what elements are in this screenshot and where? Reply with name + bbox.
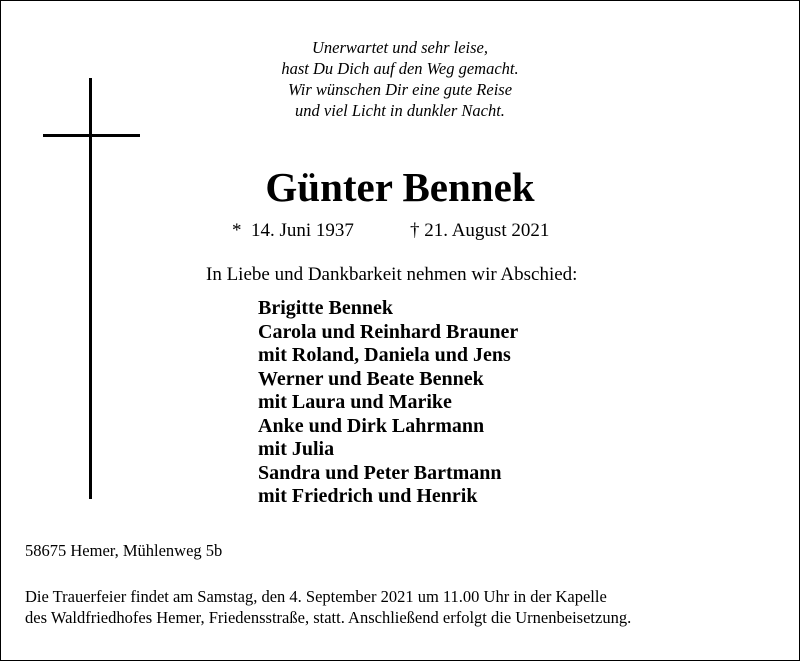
mourner-name: mit Laura und Marike	[258, 391, 452, 413]
mourner-list	[258, 297, 518, 509]
farewell-text: In Liebe und Dankbarkeit nehmen wir Abschied:	[206, 264, 578, 285]
death-date: † 21. August 2021	[410, 220, 550, 241]
poem-line-2: hast Du Dich auf den Weg gemacht.	[281, 59, 519, 78]
mourner-name: Werner und Beate Bennek	[258, 367, 484, 390]
mourner-name: mit Julia	[258, 438, 335, 460]
ceremony-info	[25, 586, 631, 628]
ceremony-line-1: Die Trauerfeier findet am Samstag, den 4. September 2021 um 11.00 Uhr in der Kapelle	[25, 587, 607, 606]
cross-horizontal-bar	[43, 134, 140, 137]
mourner-name: Brigitte Bennek	[258, 297, 393, 319]
poem-line-1: Unerwartet und sehr leise,	[312, 38, 488, 57]
ceremony-line-2: des Waldfriedhofes Hemer, Friedensstraße, statt. Anschließend erfolgt die Urnenbeisetzung.	[25, 608, 632, 627]
mourner-name: mit Roland, Daniela und Jens	[258, 344, 511, 366]
mourner-name: Sandra und Peter Bartmann	[258, 461, 502, 484]
mourner-name: Carola und Reinhard Brauner	[258, 320, 519, 343]
mourner-name: Anke und Dirk Lahrmann	[258, 414, 485, 437]
poem	[1, 37, 799, 121]
poem-line-3: Wir wünschen Dir eine gute Reise	[287, 80, 513, 99]
mourner-name: mit Friedrich und Henrik	[258, 485, 478, 507]
deceased-name: Günter Bennek	[265, 164, 535, 210]
address: 58675 Hemer, Mühlenweg 5b	[25, 541, 223, 560]
poem-line-4: und viel Licht in dunkler Nacht.	[295, 101, 505, 120]
birth-date: * 14. Juni 1937	[232, 220, 354, 241]
life-dates	[1, 219, 799, 243]
cross-vertical-bar	[89, 78, 92, 499]
